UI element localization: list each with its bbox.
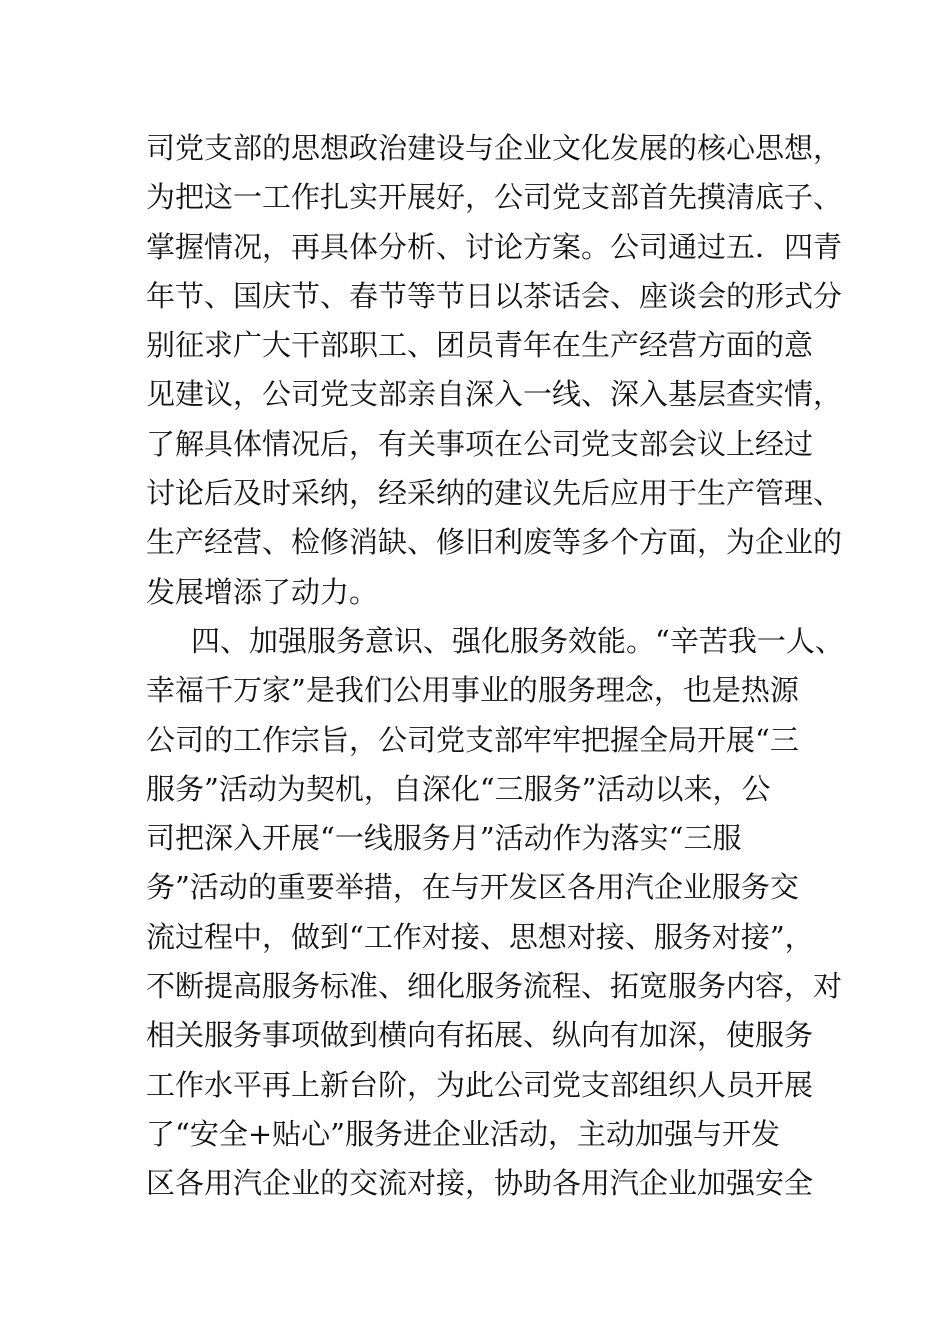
text-line: 流过程中，做到“工作对接、思想对接、服务对接”， xyxy=(146,919,814,954)
text-line: 了“安全+贴心”服务进企业活动，主动加强与开发 xyxy=(146,1116,780,1151)
text-line: 讨论后及时采纳，经采纳的建议先后应用于生产管理、 xyxy=(146,476,843,511)
text-line: 别征求广大干部职工、团员青年在生产经营方面的意 xyxy=(146,328,814,363)
text-line: 见建议，公司党支部亲自深入一线、深入基层查实情， xyxy=(146,377,843,412)
text-line: 务”活动的重要举措，在与开发区各用汽企业服务交 xyxy=(146,870,799,905)
text-line: 了解具体情况后，有关事项在公司党支部会议上经过 xyxy=(146,426,814,461)
body-text xyxy=(146,124,844,1209)
text-line: 区各用汽企业的交流对接，协助各用汽企业加强安全 xyxy=(146,1166,814,1201)
text-line: 司把深入开展“一线服务月”活动作为落实“三服 xyxy=(146,821,742,856)
text-line: 不断提高服务标准、细化服务流程、拓宽服务内容，对 xyxy=(146,969,843,1004)
text-line: 发展增添了动力。 xyxy=(146,574,379,609)
text-line: 工作水平再上新台阶，为此公司党支部组织人员开展 xyxy=(146,1067,814,1102)
text-line: 为把这一工作扎实开展好，公司党支部首先摸清底子、 xyxy=(146,180,843,215)
text-line: 服务”活动为契机，自深化“三服务”活动以来，公 xyxy=(146,771,771,806)
text-line: 相关服务事项做到横向有拓展、纵向有加深，使服务 xyxy=(146,1018,814,1053)
text-line: 公司的工作宗旨，公司党支部牢牢把握全局开展“三 xyxy=(146,722,799,757)
text-line: 生产经营、检修消缺、修旧利废等多个方面，为企业的 xyxy=(146,525,843,560)
text-line: 幸福千万家”是我们公用事业的服务理念，也是热源 xyxy=(146,673,799,708)
text-line: 年节、国庆节、春节等节日以茶话会、座谈会的形式分 xyxy=(146,278,843,313)
text-line: 司党支部的思想政治建设与企业文化发展的核心思想， xyxy=(146,131,843,165)
text-line: 掌握情况，再具体分析、讨论方案。公司通过五．四青 xyxy=(146,229,843,264)
paragraph-heading-line: 四、加强服务意识、强化服务效能。“辛苦我一人、 xyxy=(191,623,844,658)
